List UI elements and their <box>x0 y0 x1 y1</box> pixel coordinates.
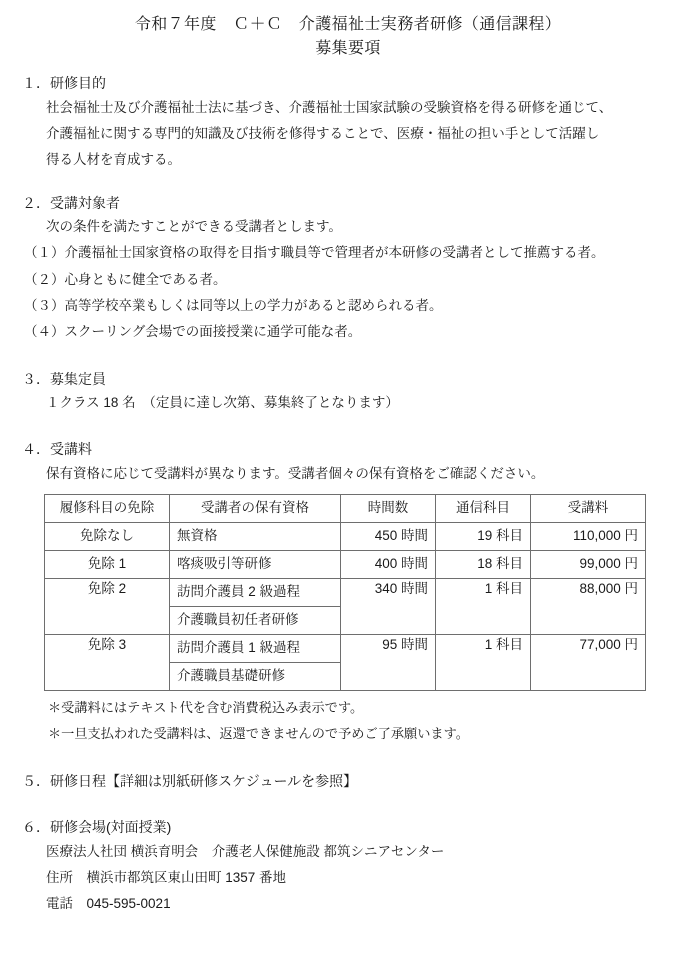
purpose-line-3: 得る人材を育成する。 <box>46 152 181 168</box>
section-number-5: ５． <box>22 772 50 789</box>
section-heading-1 <box>22 72 674 94</box>
table-row <box>45 551 646 579</box>
section-heading-3 <box>22 368 674 390</box>
section-number-6: ６． <box>22 819 50 836</box>
eligibility-item-1: （１）介護福祉士国家資格の取得を目指す職員等で管理者が本研修の受講者として推薦する者。 <box>24 245 605 261</box>
cell-fee: 110,000 円 <box>531 523 646 551</box>
cell-hours: 340 時間 <box>341 579 436 635</box>
cell-subjects: 19 科目 <box>436 523 531 551</box>
cell-qualification: 喀痰吸引等研修 <box>170 551 341 579</box>
section-number-1: １． <box>22 75 50 92</box>
cell-qualification-alt: 介護職員初任者研修 <box>170 607 341 635</box>
venue-phone: 電話 045-595-0021 <box>46 896 171 912</box>
cell-exemption: 免除 3 <box>45 635 170 691</box>
column-header-qualification: 受講者の保有資格 <box>170 495 341 523</box>
eligibility-item-3: （３）高等学校卒業もしくは同等以上の学力があると認められる者。 <box>24 298 443 314</box>
cell-fee: 88,000 円 <box>531 579 646 635</box>
fee-table <box>44 494 646 691</box>
section-number-2: ２． <box>22 194 50 211</box>
section-number-3: ３． <box>22 370 50 387</box>
section-heading-4 <box>22 438 674 460</box>
section-training-purpose <box>22 72 674 173</box>
cell-fee: 77,000 円 <box>531 635 646 691</box>
cell-qualification: 訪問介護員 2 級過程 <box>170 579 341 607</box>
cell-exemption: 免除 1 <box>45 551 170 579</box>
section-heading-6 <box>22 816 674 838</box>
fees-intro: 保有資格に応じて受講料が異なります。受講者個々の保有資格をご確認ください。 <box>46 465 545 481</box>
table-row <box>45 523 646 551</box>
column-header-hours: 時間数 <box>341 495 436 523</box>
eligibility-item-4: （４）スクーリング会場での面接授業に通学可能な者。 <box>24 324 362 340</box>
venue-facility: 医療法人社団 横浜育明会 介護老人保健施設 都筑シニアセンター <box>46 843 445 859</box>
venue-address: 住所 横浜市都筑区東山田町 1357 番地 <box>46 869 287 885</box>
section-schedule <box>22 770 674 792</box>
section-fees <box>22 438 674 748</box>
cell-qualification-alt: 介護職員基礎研修 <box>170 663 341 691</box>
cell-exemption: 免除なし <box>45 523 170 551</box>
section-title-4: 受講料 <box>50 441 92 458</box>
section-title-1: 研修目的 <box>50 75 106 92</box>
column-header-subjects: 通信科目 <box>436 495 531 523</box>
section-venue <box>22 816 674 917</box>
column-header-exemption: 履修科目の免除 <box>45 495 170 523</box>
section-heading-5 <box>22 770 674 792</box>
cell-hours: 400 時間 <box>341 551 436 579</box>
fee-note-1: ＊受講料にはテキスト代を含む消費税込み表示です。 <box>48 700 364 716</box>
cell-exemption: 免除 2 <box>45 579 170 635</box>
document-title: 令和７年度 Ｃ＋Ｃ 介護福祉士実務者研修（通信課程） <box>134 16 562 33</box>
fee-table-container <box>22 487 674 691</box>
cell-subjects: 1 科目 <box>436 635 531 691</box>
fee-table-head <box>45 495 646 523</box>
eligibility-item-2: （２）心身ともに健全である者。 <box>24 271 227 287</box>
purpose-line-2: 介護福祉に関する専門的知識及び技術を修得することで、医療・福祉の担い手として活躍し <box>46 126 600 142</box>
section-number-4: ４． <box>22 441 50 458</box>
cell-subjects: 18 科目 <box>436 551 531 579</box>
section-eligibility <box>22 192 674 346</box>
cell-hours: 95 時間 <box>341 635 436 691</box>
fee-table-body <box>45 523 646 691</box>
fee-note-2: ＊一旦支払われた受講料は、返還できませんので予めご了承願います。 <box>48 726 469 742</box>
section-capacity <box>22 368 674 417</box>
cell-qualification: 訪問介護員 1 級過程 <box>170 635 341 663</box>
table-header-row <box>45 495 646 523</box>
cell-fee: 99,000 円 <box>531 551 646 579</box>
section-title-3: 募集定員 <box>50 370 106 387</box>
section-title-5: 研修日程【詳細は別紙研修スケジュールを参照】 <box>50 772 358 789</box>
table-row <box>45 579 646 607</box>
purpose-line-1: 社会福祉士及び介護福祉士法に基づき、介護福祉士国家試験の受験資格を得る研修を通じて、 <box>46 99 613 115</box>
column-header-fee: 受講料 <box>531 495 646 523</box>
document-subtitle: 募集要項 <box>315 40 381 58</box>
eligibility-intro: 次の条件を満たすことができる受講者とします。 <box>46 219 342 235</box>
capacity-line: １クラス 18 名 （定員に達し次第、募集終了となります） <box>46 395 399 411</box>
section-title-2: 受講対象者 <box>50 194 120 211</box>
cell-hours: 450 時間 <box>341 523 436 551</box>
cell-qualification: 無資格 <box>170 523 341 551</box>
section-title-6: 研修会場(対面授業) <box>50 819 172 836</box>
cell-subjects: 1 科目 <box>436 579 531 635</box>
section-heading-2 <box>22 192 674 214</box>
table-row <box>45 635 646 663</box>
